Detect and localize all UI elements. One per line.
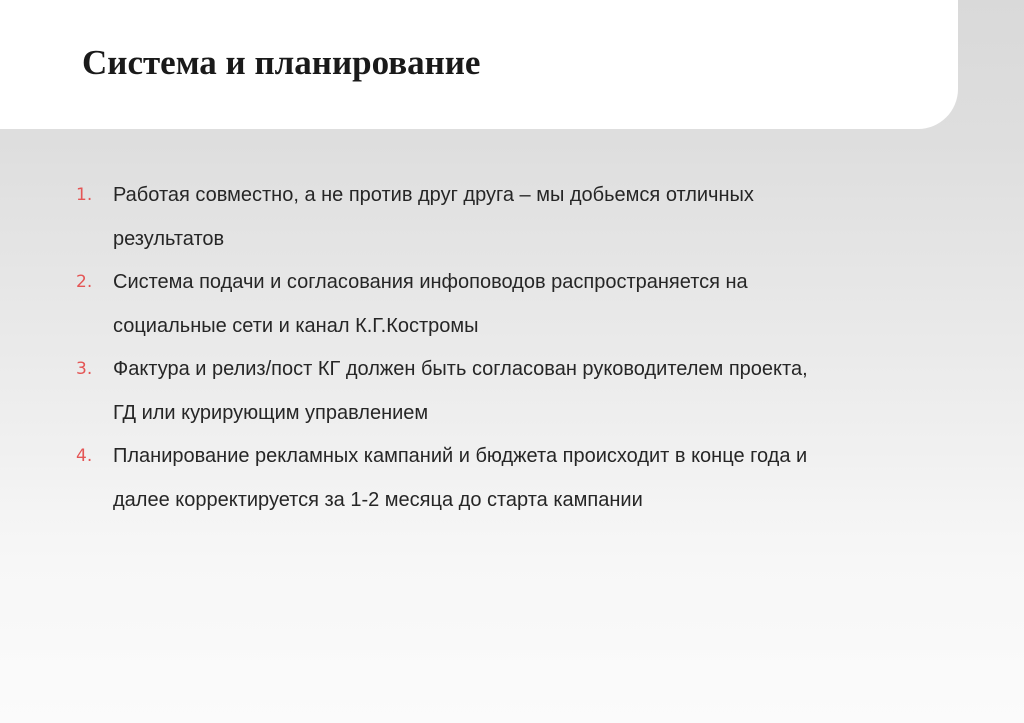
list-item-text — [113, 261, 973, 348]
list-item-line: ГД или курирующим управлением — [113, 401, 429, 424]
list-item-number: 3. — [76, 359, 93, 379]
numbered-list — [76, 174, 976, 522]
list-item-line: Планирование рекламных кампаний и бюджета происходит в конце года и — [113, 445, 808, 467]
list-item — [76, 348, 976, 435]
list-item-line: Система подачи и согласования инфоповодов распространяется на — [113, 271, 748, 293]
list-item-text — [113, 435, 973, 522]
header-panel — [0, 0, 958, 129]
list-item-line: результатов — [113, 227, 225, 250]
list-item — [76, 435, 976, 522]
list-item-text — [113, 348, 973, 435]
list-item-line: социальные сети и канал К.Г.Костромы — [113, 314, 479, 337]
list-item-number: 4. — [76, 446, 93, 466]
list-item-line: Фактура и релиз/пост КГ должен быть согласован руководителем проекта, — [113, 358, 808, 380]
list-item-text — [113, 174, 973, 261]
slide-title: Система и планирование — [82, 43, 481, 82]
list-item-line: Работая совместно, а не против друг друга – мы добьемся отличных — [113, 184, 754, 206]
list-item — [76, 174, 976, 261]
list-item-number: 1. — [76, 185, 93, 205]
list-item-number: 2. — [76, 272, 93, 292]
list-item-line: далее корректируется за 1-2 месяца до старта кампании — [113, 488, 643, 511]
list-item — [76, 261, 976, 348]
